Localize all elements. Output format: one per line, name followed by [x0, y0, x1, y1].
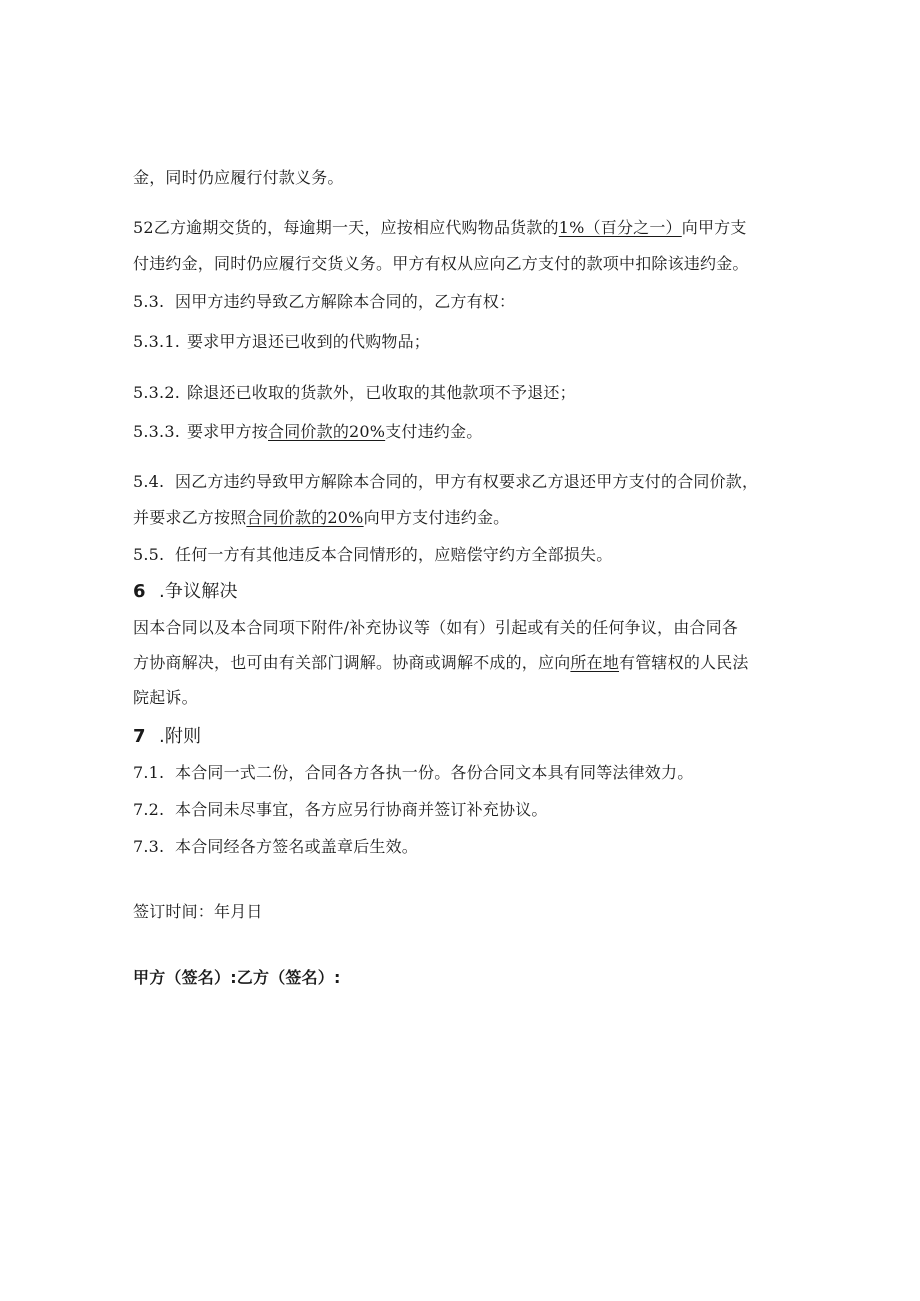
clause-number: 5.3.: [133, 292, 165, 311]
paragraph-text: 院起诉。: [133, 688, 198, 707]
signing-date-text: 签订时间：年月日: [133, 902, 263, 921]
clause-text: 要求甲方退还已收到的代购物品；: [187, 332, 431, 351]
clause-text: 本合同一式二份，合同各方各执一份。各份合同文本具有同等法律效力。: [175, 763, 694, 782]
clause-5-3: [133, 292, 515, 312]
clause-number: 7.2.: [133, 800, 165, 819]
clause-5-3-2: [133, 383, 576, 403]
clause-7-3: [133, 837, 418, 857]
underlined-term: 合同价款的20%: [268, 422, 386, 441]
paragraph-text: 因本合同以及本合同项下附件/补充协议等（如有）引起或有关的任何争议，由合同各: [133, 618, 738, 637]
clause-text: 因甲方违约导致乙方解除本合同的，乙方有权：: [175, 292, 516, 311]
clause-7-2: [133, 800, 548, 820]
clause-text: 并要求乙方按照: [133, 508, 247, 527]
underlined-term: 所在地: [570, 653, 620, 672]
section-heading-6: [133, 582, 238, 602]
clause-5-5: [133, 545, 612, 565]
section-6-line-3: [133, 688, 198, 708]
clause-7-1: [133, 763, 693, 783]
section-6-line-2: [133, 653, 749, 673]
clause-number: 7.3.: [133, 837, 165, 856]
clause-number: 5.4.: [133, 472, 165, 491]
clause-text: 向甲方支付违约金。: [363, 508, 510, 527]
clause-text: 除退还已收取的货款外，已收取的其他款项不予退还；: [187, 383, 576, 402]
signing-date: [133, 902, 263, 922]
paragraph-text: 有管辖权的人民法: [619, 653, 749, 672]
clause-5-2-line-2: [133, 254, 749, 274]
section-number: 7: [133, 726, 146, 747]
paragraph-text: 52乙方逾期交货的，每逾期一天，应按相应代购物品货款的: [133, 218, 559, 237]
text-line-continuation: [133, 168, 344, 188]
signature-parties-text: 甲方（签名）:乙方（签名）:: [133, 968, 341, 987]
underlined-term: 合同价款的20%: [246, 508, 364, 527]
section-number: 6: [133, 581, 146, 602]
clause-number: 5.3.3.: [133, 422, 180, 441]
paragraph-text: 付违约金，同时仍应履行交货义务。甲方有权从应向乙方支付的款项中扣除该违约金。: [133, 254, 749, 273]
clause-text: 任何一方有其他违反本合同情形的，应赔偿守约方全部损失。: [175, 545, 613, 564]
clause-text: 要求甲方按: [187, 422, 269, 441]
signature-line: [133, 968, 341, 988]
section-heading-7: [133, 727, 201, 747]
section-title: .争议解决: [159, 581, 238, 602]
clause-5-4-line-1: [133, 472, 758, 492]
clause-number: 5.5.: [133, 545, 165, 564]
clause-5-3-3: [133, 422, 482, 442]
clause-5-4-line-2: [133, 508, 509, 528]
paragraph-text: 向甲方支: [681, 218, 747, 237]
clause-5-2-line-1: [133, 218, 747, 238]
clause-text: 因乙方违约导致甲方解除本合同的，甲方有权要求乙方退还甲方支付的合同价款，: [175, 472, 759, 491]
clause-number: 5.3.1.: [133, 332, 180, 351]
clause-text: 支付违约金。: [385, 422, 483, 441]
paragraph-text: 金，同时仍应履行付款义务。: [133, 168, 344, 187]
clause-number: 5.3.2.: [133, 383, 180, 402]
section-6-line-1: [133, 618, 738, 638]
clause-text: 本合同未尽事宜，各方应另行协商并签订补充协议。: [175, 800, 548, 819]
paragraph-text: 方协商解决，也可由有关部门调解。协商或调解不成的，应向: [133, 653, 571, 672]
clause-number: 7.1.: [133, 763, 165, 782]
underlined-term: 1%（百分之一）: [558, 218, 682, 237]
section-title: .附则: [159, 726, 202, 747]
clause-text: 本合同经各方签名或盖章后生效。: [175, 837, 419, 856]
clause-5-3-1: [133, 332, 430, 352]
